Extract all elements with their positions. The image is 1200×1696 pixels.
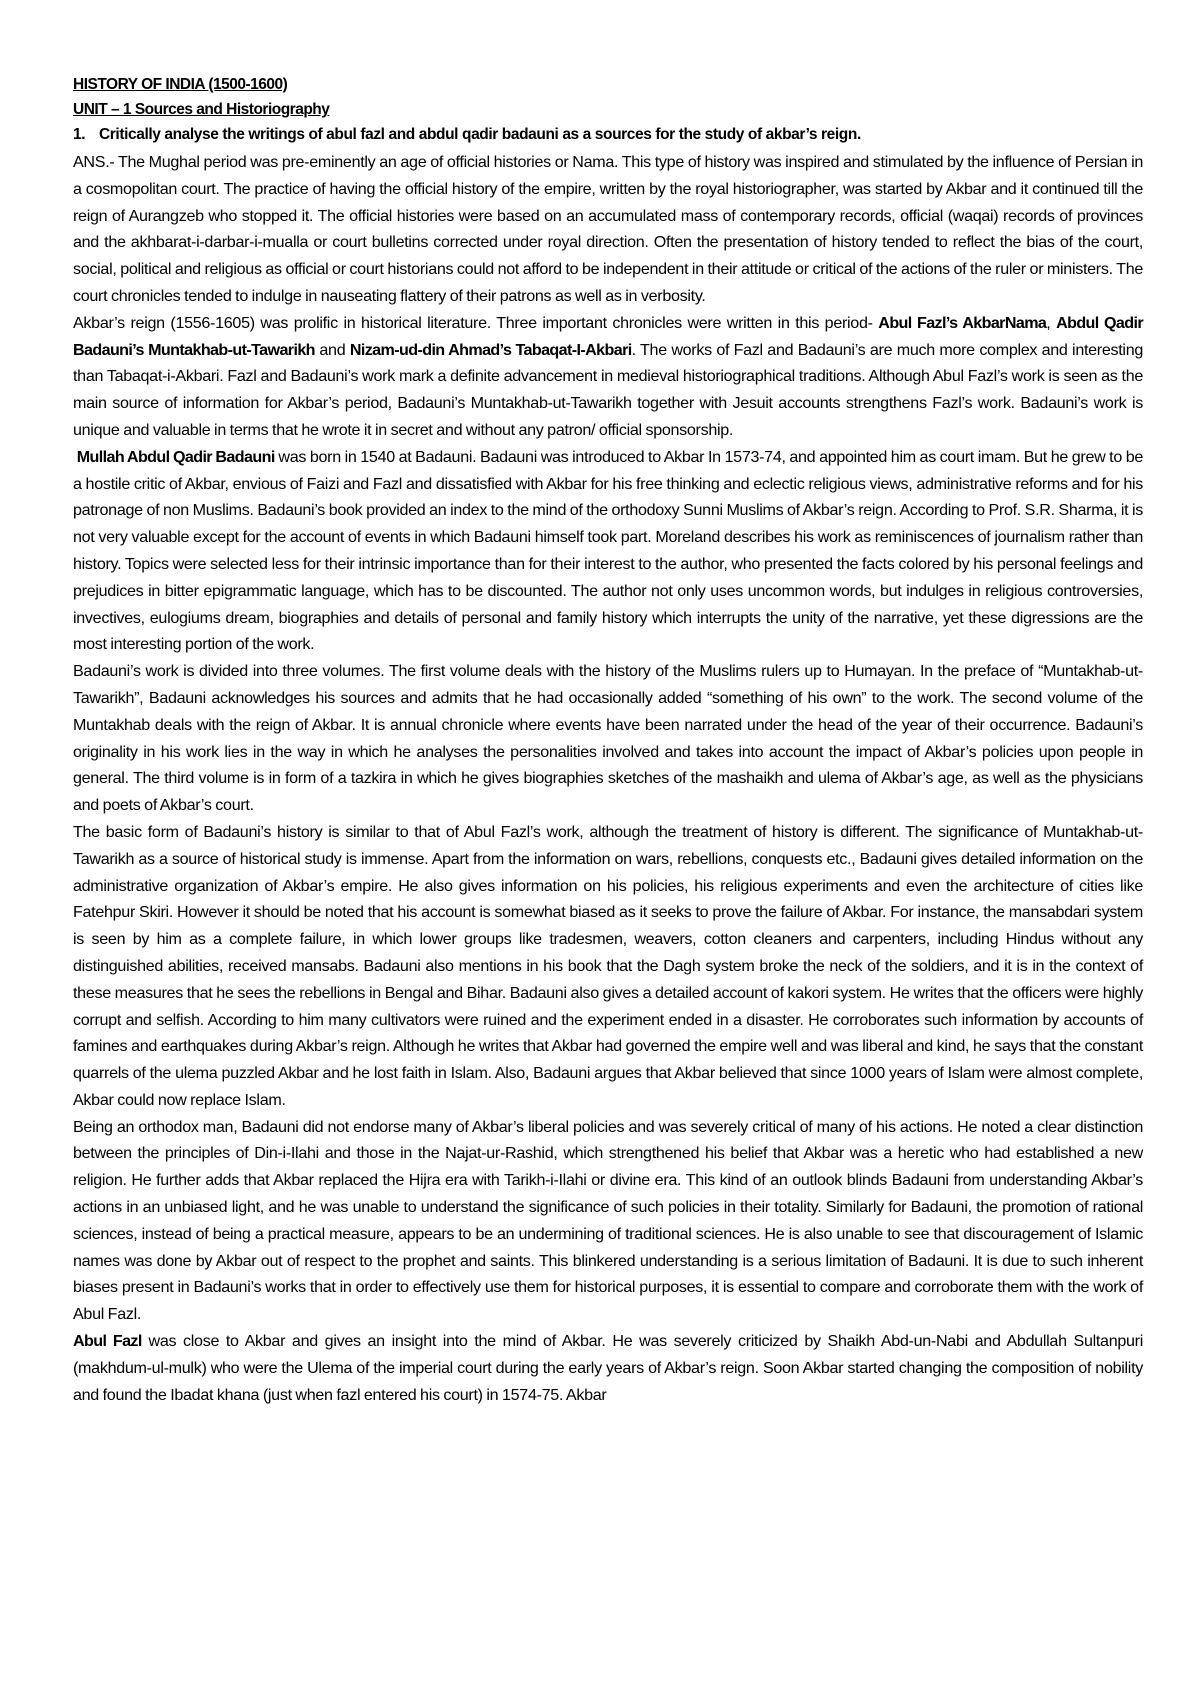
bold-term-badauni: Mullah Abdul Qadir Badauni	[76, 447, 275, 466]
question-text: Critically analyse the writings of abul fazl and abdul qadir badauni as a sources for the study of akbar’s reign.	[99, 126, 861, 143]
paragraph-abul-fazl	[73, 1328, 1143, 1408]
document-title: HISTORY OF INDIA (1500-1600)	[73, 76, 288, 93]
paragraph-text: was close to Akbar and gives an insight into the mind of Akbar. He was severely criticized by Shaikh Abd-un-Nabi and Abdullah Sultanpuri (makhdum-ul-mulk) who were the Ulema of the imperial court during the early years of Akbar’s reign. Soon Akbar started changing the composition of nobility and found the Ibadat khana (just when fazl entered his court) in 1574-75. Akbar	[73, 1332, 1143, 1404]
paragraph-volumes: Badauni’s work is divided into three volumes. The first volume deals with the history of the Muslims rulers up to Humayan. In the preface of “Muntakhab-ut-Tawarikh”, Badauni acknowledges his sources and admits that he had occasionally added “something of his own” to the work. The second volume of the Muntakhab deals with the reign of Akbar. It is annual chronicle where events have been narrated under the head of the year of their occurrence. Badauni’s originality in his work lies in the way in which he analyses the personalities involved and takes into account the impact of Akbar’s policies upon people in general. The third volume is in form of a tazkira in which he gives biographies sketches of the mashaikh and ulema of Akbar’s age, as well as the physicians and poets of Akbar’s court.	[73, 662, 1143, 815]
paragraph-text: was born in 1540 at Badauni. Badauni was introduced to Akbar In 1573-74, and appointed him as court imam. But he grew to be a hostile critic of Akbar, envious of Faizi and Fazl and dissatisfied with Akbar for his free thinking and eclectic religious views, administrative reforms and for his patronage of non Muslims. Badauni’s book provided an index to the mind of the orthodoxy Sunni Muslims of Akbar’s reign. According to Prof. S.R. Sharma, it is not very valuable except for the account of events in which Badauni himself took part. Moreland describes his work as reminiscences of journalism rather than history. Topics were selected less for their intrinsic importance than for their interest to the author, who presented the facts colored by his personal feelings and prejudices in bitter epigrammatic language, which has to be discounted. The author not only uses uncommon words, but indulges in religious controversies, invectives, eulogiums dream, biographies and details of personal and family history which interrupts the unity of the narrative, yet these digressions are the most interesting portion of the work.	[73, 447, 1144, 654]
paragraph-text: ,	[1046, 313, 1057, 332]
paragraph-chronicles	[73, 310, 1143, 444]
bold-term-muntakhab: Abdul Qadir Badauni’s Muntakhab-ut-Tawarikh	[73, 313, 1143, 359]
bold-term-akbarnama: Abul Fazl’s AkbarNama	[878, 313, 1047, 332]
paragraph-orthodox: Being an orthodox man, Badauni did not endorse many of Akbar’s liberal policies and was severely critical of many of his actions. He noted a clear distinction between the principles of Din-i-Ilahi and those in the Najat-ur-Rashid, which strengthened his belief that Akbar was a heretic who had established a new religion. He further adds that Akbar replaced the Hijra era with Tarikh-i-Ilahi or divine era. This kind of an outlook blinds Badauni from understanding Akbar’s actions in an unbiased light, and he was unable to understand the significance of such policies in their totality. Similarly for Badauni, the promotion of rational sciences, instead of being a practical measure, appears to be an undermining of traditional sciences. He is also unable to see that discouragement of Islamic names was done by Akbar out of respect to the prophet and saints. This blinkered understanding is a serious limitation of Badauni. It is due to such inherent biases present in Badauni’s works that in order to effectively use them for historical purposes, it is essential to compare and corroborate them with the work of Abul Fazl.	[73, 1117, 1143, 1324]
question-heading	[73, 122, 1143, 148]
unit-heading: UNIT – 1 Sources and Historiography	[73, 101, 330, 118]
paragraph-badauni-bio	[73, 444, 1143, 658]
document-page	[73, 72, 1143, 1408]
paragraph-text: Akbar’s reign (1556-1605) was prolific in historical literature. Three important chronicles were written in this period-	[73, 313, 879, 332]
bold-term-tabaqat: Nizam-ud-din Ahmad’s Tabaqat-I-Akbari	[349, 340, 632, 359]
paragraph-basic-form: The basic form of Badauni’s history is similar to that of Abul Fazl’s work, although the treatment of history is different. The significance of Muntakhab-ut-Tawarikh as a source of historical study is immense. Apart from the information on wars, rebellions, conquests etc., Badauni gives detailed information on the administrative organization of Akbar’s empire. He also gives information on his policies, his religious experiments and even the architecture of cities like Fatehpur Skiri. However it should be noted that his account is somewhat biased as it seeks to prove the failure of Akbar. For instance, the mansabdari system is seen by him as a complete failure, in which lower groups like tradesmen, weavers, cotton cleaners and carpenters, including Hindus without any distinguished abilities, received mansabs. Badauni also mentions in his book that the Dagh system broke the neck of the soldiers, and it is in the context of these measures that he sees the rebellions in Bengal and Bihar. Badauni also gives a detailed account of kakori system. He writes that the officers were highly corrupt and selfish. According to him many cultivators were ruined and the experiment ended in a disaster. He corroborates such information by accounts of famines and earthquakes during Akbar’s reign. Although he writes that Akbar had governed the empire well and was liberal and kind, he says that the constant quarrels of the ulema puzzled Akbar and he lost faith in Islam. Also, Badauni argues that Akbar believed that since 1000 years of Islam were almost complete, Akbar could now replace Islam.	[73, 822, 1143, 1109]
paragraph-text: and	[314, 340, 350, 359]
paragraph-text: . The works of Fazl and Badauni’s are much more complex and interesting than Tabaqat-i-Akbari. Fazl and Badauni’s work mark a definite advancement in medieval historiographical traditions. Although Abul Fazl’s work is seen as the main source of information for Akbar’s period, Badauni’s Muntakhab-ut-Tawarikh together with Jesuit accounts strengthens Fazl’s work. Badauni’s work is unique and valuable in terms that he wrote it in secret and without any patron/ official sponsorship.	[73, 340, 1143, 439]
paragraph-answer-intro: ANS.- The Mughal period was pre-eminently an age of official histories or Nama. This type of history was inspired and stimulated by the influence of Persian in a cosmopolitan court. The practice of having the official history of the empire, written by the royal historiographer, was started by Akbar and it continued till the reign of Aurangzeb who stopped it. The official histories were based on an accumulated mass of contemporary records, official (waqai) records of provinces and the akhbarat-i-darbar-i-mualla or court bulletins corrected under royal direction. Often the presentation of history tended to reflect the bias of the court, social, political and religious as official or court historians could not afford to be independent in their attitude or critical of the actions of the ruler or ministers. The court chronicles tended to indulge in nauseating flattery of their patrons as well as in verbosity.	[73, 153, 1143, 305]
bold-term-abul-fazl: Abul Fazl	[73, 1332, 142, 1351]
question-number: 1.	[73, 126, 86, 143]
